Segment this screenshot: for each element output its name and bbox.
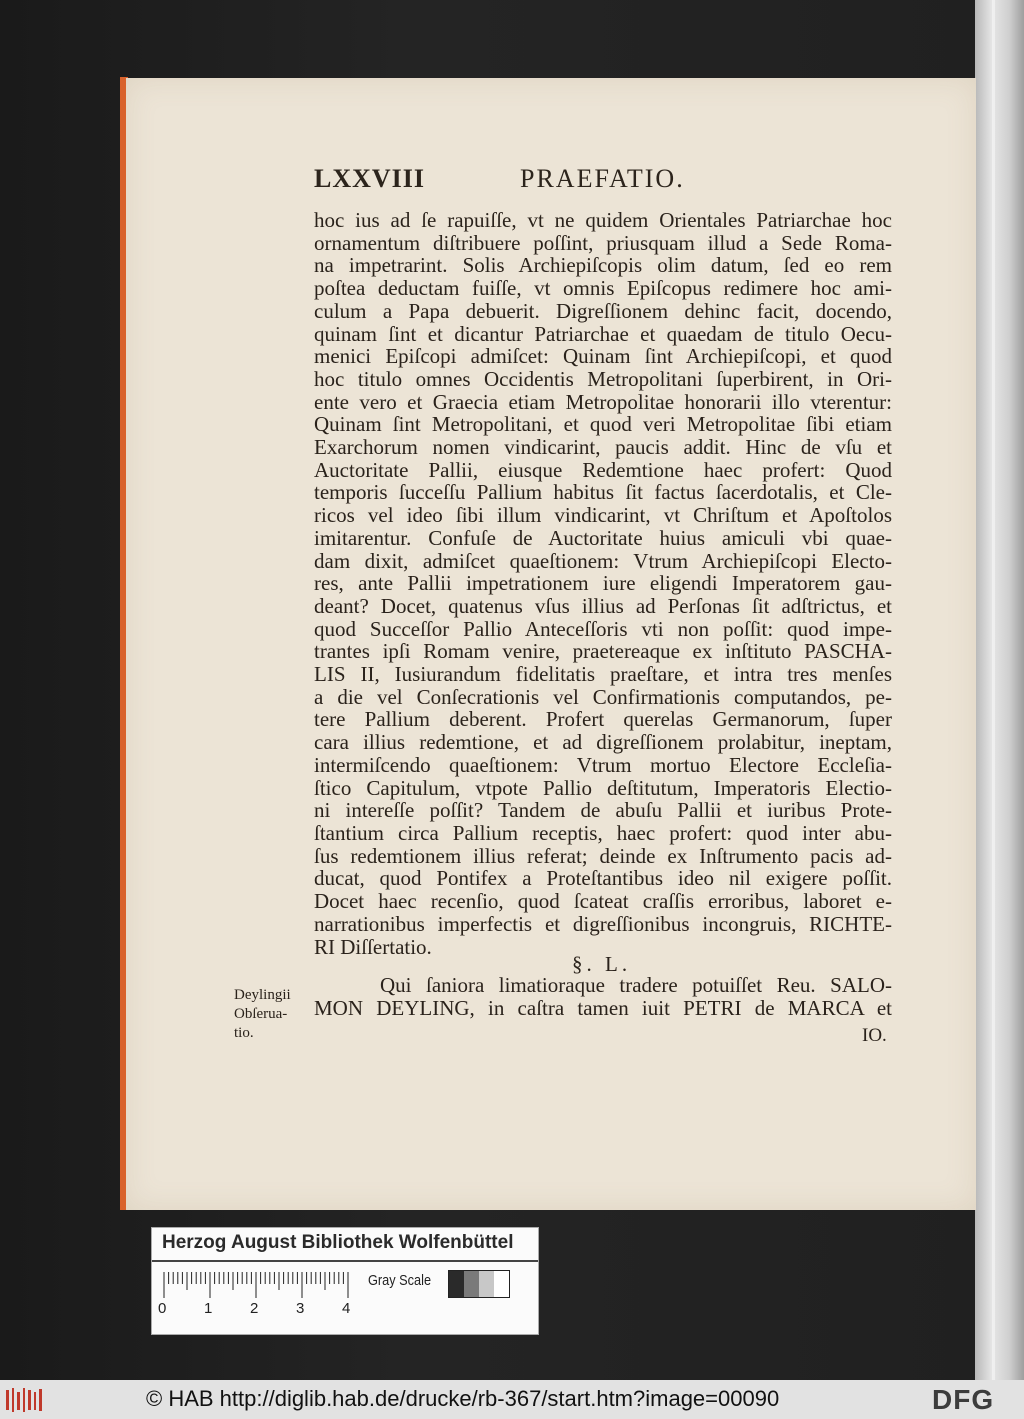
text-line: quod Succeſſor Pallio Anteceſſoris vti non poſſit: quod impe- [314,616,892,641]
library-name: Herzog August Bibliothek Wolfenbüttel [162,1232,514,1253]
margin-note-line: Obſerua- [234,1006,288,1022]
footer-bar [0,1380,1024,1419]
text-line: ente vero et Graecia etiam Metropolitae honorarii illo vterentur: [314,389,892,414]
text-line: ni intereſſe poſſit? Tandem de abuſu Pallii et iuribus Prote- [314,798,892,823]
ruler-numbers [158,1300,358,1322]
text-line: na impetrarint. Solis Archiepiſcopis olim datum, ſed eo rem [314,253,892,278]
gray-swatch [464,1271,479,1297]
ruler-number: 4 [342,1300,351,1317]
text-line: narrationibus imperfectis et digreſſionibus incongruis, RICHTE- [314,911,892,936]
text-line: ſus redemtionem illius referat; deinde ex Inſtrumento pacis ad- [314,843,892,868]
ruler-scale [162,1272,352,1298]
text-line: ricos vel ideo ſibi illum vindicarint, vt Chriſtum et Apoſtolos [314,503,892,528]
copyright-link[interactable]: © HAB http://diglib.hab.de/drucke/rb-367/start.htm?image=00090 [146,1386,780,1411]
section-text [314,974,892,1019]
page-header [314,164,874,198]
text-line: ſtantium circa Pallium receptis, haec profert: quod inter abu- [314,820,892,845]
text-line: hoc ius ad ſe rapuiſſe, vt ne quidem Orientales Patriarchae hoc [314,208,892,232]
text-line: Exarchorum nomen vindicarint, paucis addit. Hinc de vſu et [314,435,892,460]
gray-scale-chart [448,1270,510,1298]
text-line: cara illius redemtione, et ad digreſſionem prolabitur, ineptam, [314,730,892,755]
label-divider [152,1260,538,1262]
text-line: poſtea deductam fuiſſe, vt omnis Epiſcopus redimere hoc ami- [314,276,892,301]
folio-number: LXXVIII [314,164,426,193]
text-line: ſtico Capitulum, vtpote Pallio deſtitutum, Imperatoris Electio- [314,775,892,800]
text-line: dam dixit, admiſcet quaeſtionem: Vtrum Archiepiſcopi Electo- [314,548,892,573]
text-line: temporis ſucceſſu Pallium habitus ſit factus ſacerdotalis, et Cle- [314,480,892,505]
gray-swatch [479,1271,494,1297]
gray-scale-label: Gray Scale [368,1272,432,1289]
book-page [126,78,976,1210]
margin-note-line: Deylingii [234,987,291,1003]
hab-barcode-logo [4,1386,44,1414]
dfg-logo: DFG [932,1384,995,1415]
plastic-sleeve [975,0,1024,1380]
section-line: MON DEYLING, in caſtra tamen iuit PETRI de MARCA et [314,995,892,1020]
library-label [151,1227,539,1335]
text-line: Quinam ſint Metropolitani, et quod veri Metropolitae ſibi etiam [314,412,892,437]
text-line: intermiſcendo quaeſtionem: Vtrum mortuo Electore Eccleſia- [314,752,892,777]
ruler-number: 2 [250,1300,259,1317]
text-line: ducat, quod Pontifex a Proteſtantibus ideo nil exigere poſſit. [314,866,892,891]
text-line: Docet haec recenſio, quod ſcateat craſſis erroribus, laboret e- [314,889,892,914]
catchword: IO. [862,1025,887,1046]
margin-note-line: tio. [234,1025,254,1041]
ruler-number: 3 [296,1300,305,1317]
ruler-number: 1 [204,1300,213,1317]
section-line: Qui ſaniora limatioraque tradere potuiſſet Reu. SALO- [380,973,892,997]
text-line: ornamentum diſtribuere poſſint, priusquam illud a Sede Roma- [314,230,892,255]
section-mark: §. L. [572,952,632,976]
text-line: culum a Papa debuerit. Digreſſionem dehinc facit, docendo, [314,298,892,323]
margin-note [234,986,314,1043]
text-line: LIS II, Iusiurandum fidelitatis praeſtare, et intra tres menſes [314,662,892,687]
ruler-number: 0 [158,1300,167,1317]
text-line: quinam ſint et dicantur Patriarchae et quaedam de titulo Oecu- [314,321,892,346]
text-line: imitarentur. Confuſe de Auctoritate huius amiculi vbi quae- [314,525,892,550]
text-line: RI Diſſertatio. [314,934,432,959]
text-line: deant? Docet, quatenus vſus illius ad Perſonas ſit adſtrictus, et [314,593,892,618]
text-line: trantes ipſi Romam venire, praetereaque ex inſtituto PASCHA- [314,639,892,664]
gray-swatch [449,1271,464,1297]
text-line: res, ante Pallii impetrationem iure eligendi Imperatorem gau- [314,571,892,596]
text-line: Auctoritate Pallii, eiusque Redemtione haec profert: Quod [314,457,892,482]
text-line: hoc titulo omnes Occidentis Metropolitani ſuperbirent, in Ori- [314,366,892,391]
sleeve-highlight [992,0,995,1380]
running-title: PRAEFATIO. [520,164,685,193]
text-line: tere Pallium deberent. Profert querelas Germanorum, ſuper [314,707,892,732]
text-line: a die vel Conſecrationis vel Confirmationis computandos, pe- [314,684,892,709]
gray-swatch [494,1271,509,1297]
text-line: menici Epiſcopi admiſcet: Quinam ſint Archiepiſcopi, et quod [314,344,892,369]
main-text [314,209,892,958]
